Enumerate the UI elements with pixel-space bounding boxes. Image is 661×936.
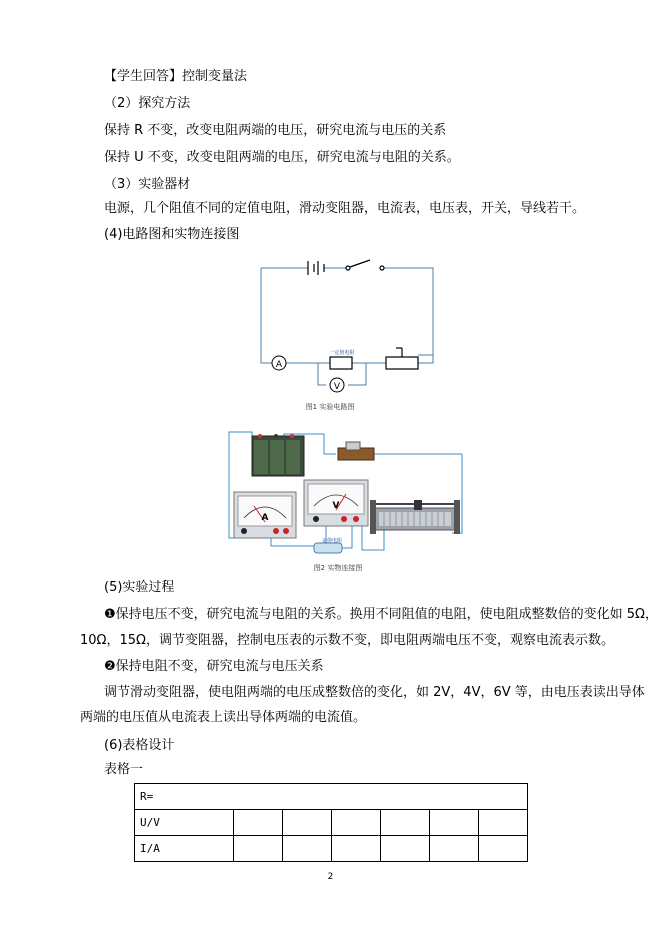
photo-resistor-label: 定值电阻: [321, 538, 343, 544]
circuit-ammeter-label: A: [275, 360, 283, 370]
photo-voltmeter-label: V: [332, 501, 340, 511]
method-u-constant: 保持 U 不变，改变电阻两端的电压，研究电流与电阻的关系。: [104, 150, 460, 165]
section-diagrams: (4)电路图和实物连接图: [104, 227, 240, 242]
method-r-constant: 保持 R 不变，改变电阻两端的电压，研究电流与电压的关系: [104, 123, 447, 138]
step2-line1: 调节滑动变阻器，使电阻两端的电压成整数倍的变化，如 2V，4V，6V 等，由电压表读出导体: [104, 685, 645, 700]
table-cell[interactable]: [283, 836, 332, 862]
section-table: (6)表格设计: [104, 738, 175, 753]
section-equipment: （3）实验器材: [104, 177, 191, 192]
table-cell[interactable]: [332, 810, 381, 836]
rheostat-icon: [370, 500, 460, 534]
page-number: 2: [327, 872, 334, 882]
table-cell[interactable]: [283, 810, 332, 836]
voltmeter-device: [304, 480, 368, 526]
apparatus-illustration: [224, 418, 470, 575]
table-cell[interactable]: [430, 836, 479, 862]
circuit-voltmeter-label: V: [333, 382, 341, 392]
table-row-voltage: [135, 810, 528, 836]
r-cell[interactable]: R=: [135, 784, 528, 810]
photo-caption: 图2 实物连接图: [313, 564, 363, 572]
step2-heading: ❷保持电阻不变，研究电流与电压关系: [104, 659, 324, 674]
table-title: 表格一: [104, 762, 144, 777]
step2-line2: 两端的电压值从电流表上读出导体两端的电流值。: [80, 710, 367, 725]
table-cell[interactable]: [234, 810, 283, 836]
table-cell[interactable]: [234, 836, 283, 862]
table-cell[interactable]: [479, 836, 528, 862]
answer-heading: 【学生回答】控制变量法: [104, 69, 248, 84]
table-cell[interactable]: [381, 836, 430, 862]
current-label-cell: I/A: [135, 836, 234, 862]
circuit-caption: 图1 实验电路图: [305, 403, 355, 411]
switch-icon: [338, 442, 374, 460]
table-cell[interactable]: [430, 810, 479, 836]
table-cell[interactable]: [479, 810, 528, 836]
section-process: (5)实验过程: [104, 580, 175, 595]
battery-icon: [252, 434, 304, 476]
fixed-resistor-icon: [314, 537, 342, 553]
table-cell[interactable]: [381, 810, 430, 836]
voltage-label-cell: U/V: [135, 810, 234, 836]
ammeter-device: [234, 492, 296, 538]
table-cell[interactable]: [332, 836, 381, 862]
table-row-r: [135, 784, 528, 810]
photo-ammeter-label: A: [261, 513, 269, 523]
step1-line1: ❶保持电压不变，研究电流与电阻的关系。换用不同阻值的电阻，使电阻成整数倍的变化如 5Ω，: [104, 607, 658, 622]
section-method: （2）探究方法: [104, 96, 191, 111]
data-table: [134, 783, 528, 862]
circuit-resistor-label: 一定值电阻: [329, 350, 355, 356]
equipment-list: 电源，几个阻值不同的定值电阻，滑动变阻器，电流表，电压表，开关，导线若干。: [104, 201, 586, 216]
circuit-diagram: [258, 258, 438, 414]
step1-line2: 10Ω，15Ω，调节变阻器，控制电压表的示数不变，即电阻两端电压不变，观察电流表示数。: [80, 633, 614, 648]
table-row-current: [135, 836, 528, 862]
